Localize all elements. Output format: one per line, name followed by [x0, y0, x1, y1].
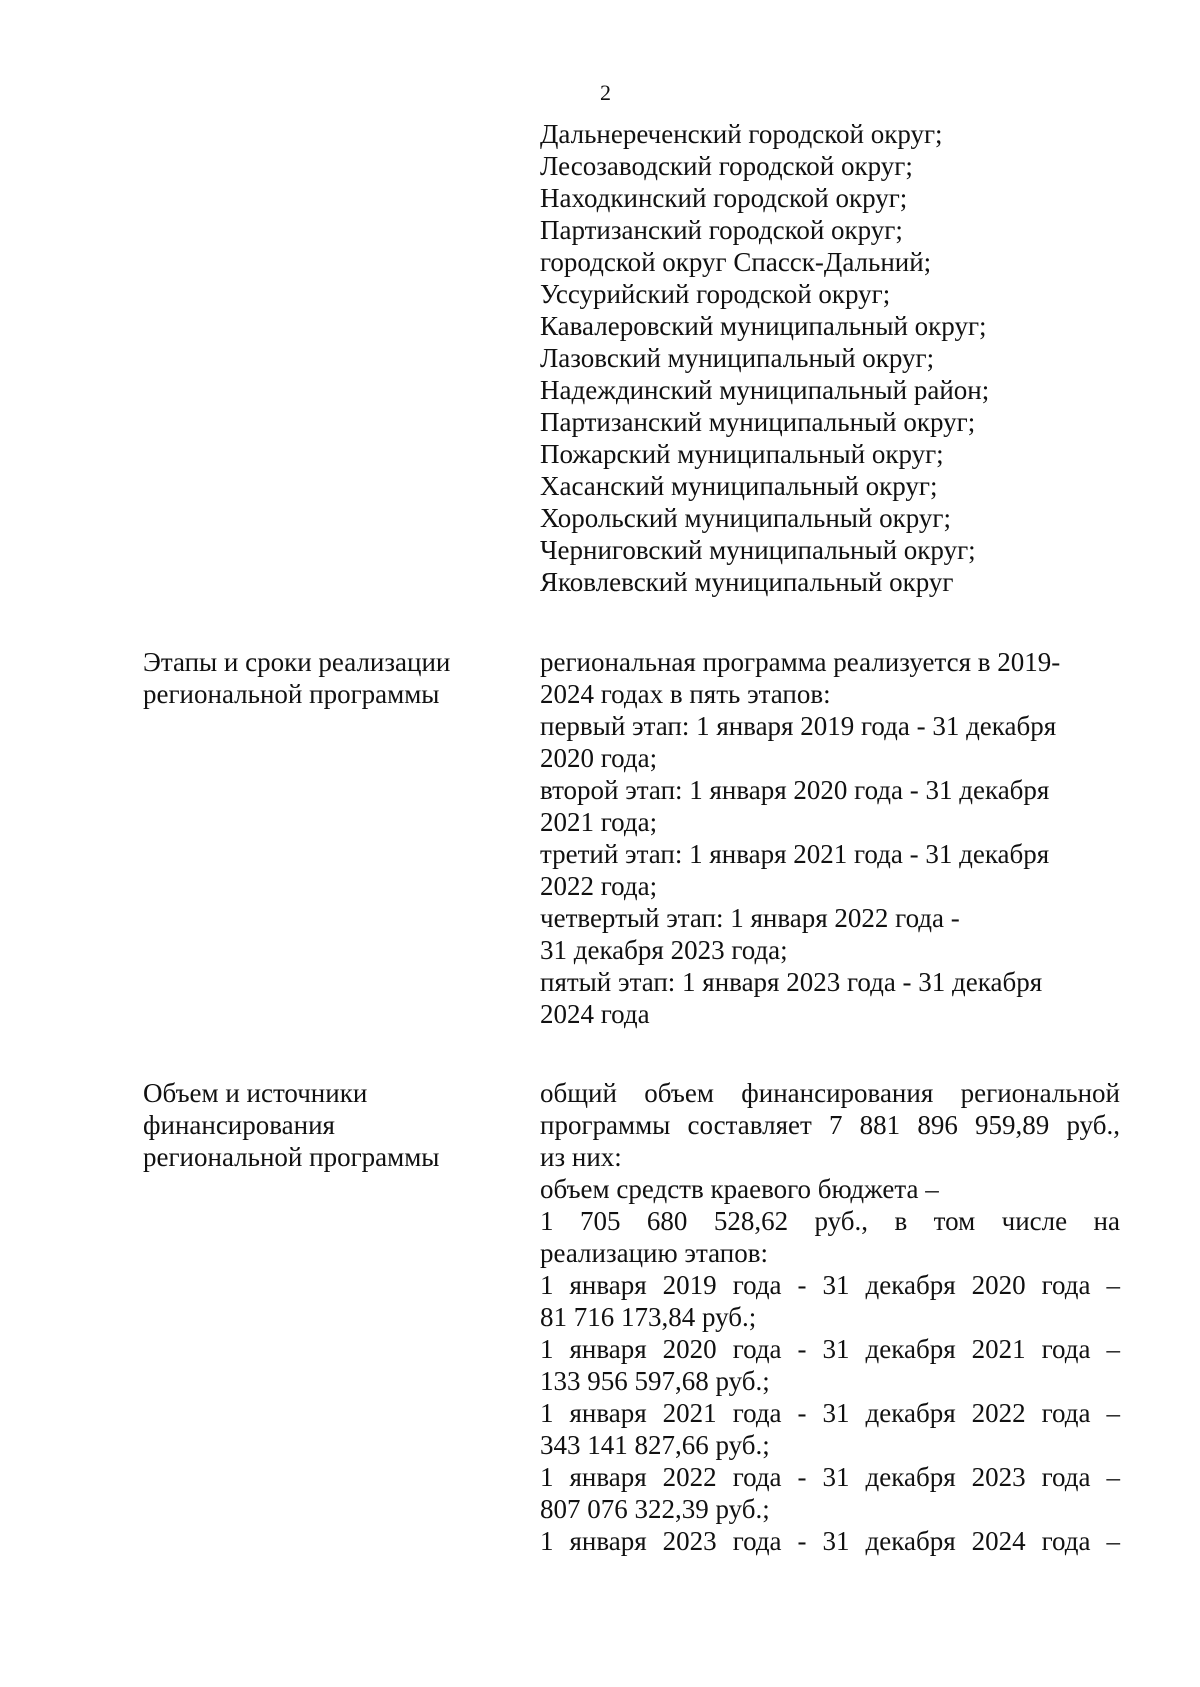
page-number: 2	[600, 80, 611, 105]
stages-label: региональной программы	[143, 679, 440, 709]
list-item: Находкинский городской округ;	[540, 183, 908, 213]
funding-text-line: 343 141 827,66 руб.;	[540, 1430, 770, 1460]
list-item: Кавалеровский муниципальный округ;	[540, 311, 987, 341]
stages-text-line: первый этап: 1 января 2019 года - 31 декабря	[540, 711, 1057, 741]
list-item: Партизанский муниципальный округ;	[540, 407, 976, 437]
list-item: городской округ Спасск-Дальний;	[540, 247, 932, 277]
funding-text-line: из них:	[540, 1142, 622, 1172]
funding-label: Объем и источники	[143, 1078, 368, 1108]
list-item: Надеждинский муниципальный район;	[540, 375, 990, 405]
list-item: Лесозаводский городской округ;	[540, 151, 913, 181]
stages-text-line: 2021 года;	[540, 807, 658, 837]
funding-label: финансирования	[143, 1110, 335, 1140]
funding-text-line: объем средств краевого бюджета –	[540, 1174, 939, 1204]
funding-text-line: реализацию этапов:	[540, 1238, 768, 1268]
stages-text-line: 2024 года	[540, 999, 650, 1029]
stages-text-line: 2020 года;	[540, 743, 658, 773]
stages-text-line: четвертый этап: 1 января 2022 года -	[540, 903, 960, 933]
funding-text-line: 807 076 322,39 руб.;	[540, 1494, 770, 1524]
funding-text-line: 133 956 597,68 руб.;	[540, 1366, 770, 1396]
funding-text-line: 1 января 2023 года - 31 декабря 2024 года –	[540, 1526, 1120, 1556]
stages-text-line: третий этап: 1 января 2021 года - 31 декабря	[540, 839, 1050, 869]
list-item: Черниговский муниципальный округ;	[540, 535, 976, 565]
funding-text-line: 1 705 680 528,62 руб., в том числе на	[540, 1206, 1120, 1236]
list-item: Партизанский городской округ;	[540, 215, 903, 245]
list-item: Уссурийский городской округ;	[540, 279, 891, 309]
stages-text-line: 2022 года;	[540, 871, 658, 901]
list-item: Дальнереченский городской округ;	[540, 119, 943, 149]
stages-text-line: 2024 годах в пять этапов:	[540, 679, 831, 709]
list-item: Лазовский муниципальный округ;	[540, 343, 935, 373]
funding-text-line: 1 января 2020 года - 31 декабря 2021 года –	[540, 1334, 1120, 1364]
stages-text-line: пятый этап: 1 января 2023 года - 31 декабря	[540, 967, 1043, 997]
list-item: Пожарский муниципальный округ;	[540, 439, 944, 469]
stages-label: Этапы и сроки реализации	[143, 647, 451, 677]
list-item: Хорольский муниципальный округ;	[540, 503, 951, 533]
funding-text-line: 1 января 2019 года - 31 декабря 2020 года –	[540, 1270, 1120, 1300]
funding-label: региональной программы	[143, 1142, 440, 1172]
funding-text-line: общий объем финансирования региональной	[540, 1078, 1120, 1108]
list-item: Хасанский муниципальный округ;	[540, 471, 938, 501]
funding-text-line: 1 января 2022 года - 31 декабря 2023 года –	[540, 1462, 1120, 1492]
funding-text-line: 1 января 2021 года - 31 декабря 2022 года –	[540, 1398, 1120, 1428]
stages-text-line: 31 декабря 2023 года;	[540, 935, 788, 965]
stages-text-line: второй этап: 1 января 2020 года - 31 декабря	[540, 775, 1050, 805]
list-item: Яковлевский муниципальный округ	[540, 567, 954, 597]
stages-text-line: региональная программа реализуется в 2019-	[540, 647, 1061, 677]
funding-text-line: 81 716 173,84 руб.;	[540, 1302, 757, 1332]
funding-text-line: программы составляет 7 881 896 959,89 руб.,	[540, 1110, 1120, 1140]
